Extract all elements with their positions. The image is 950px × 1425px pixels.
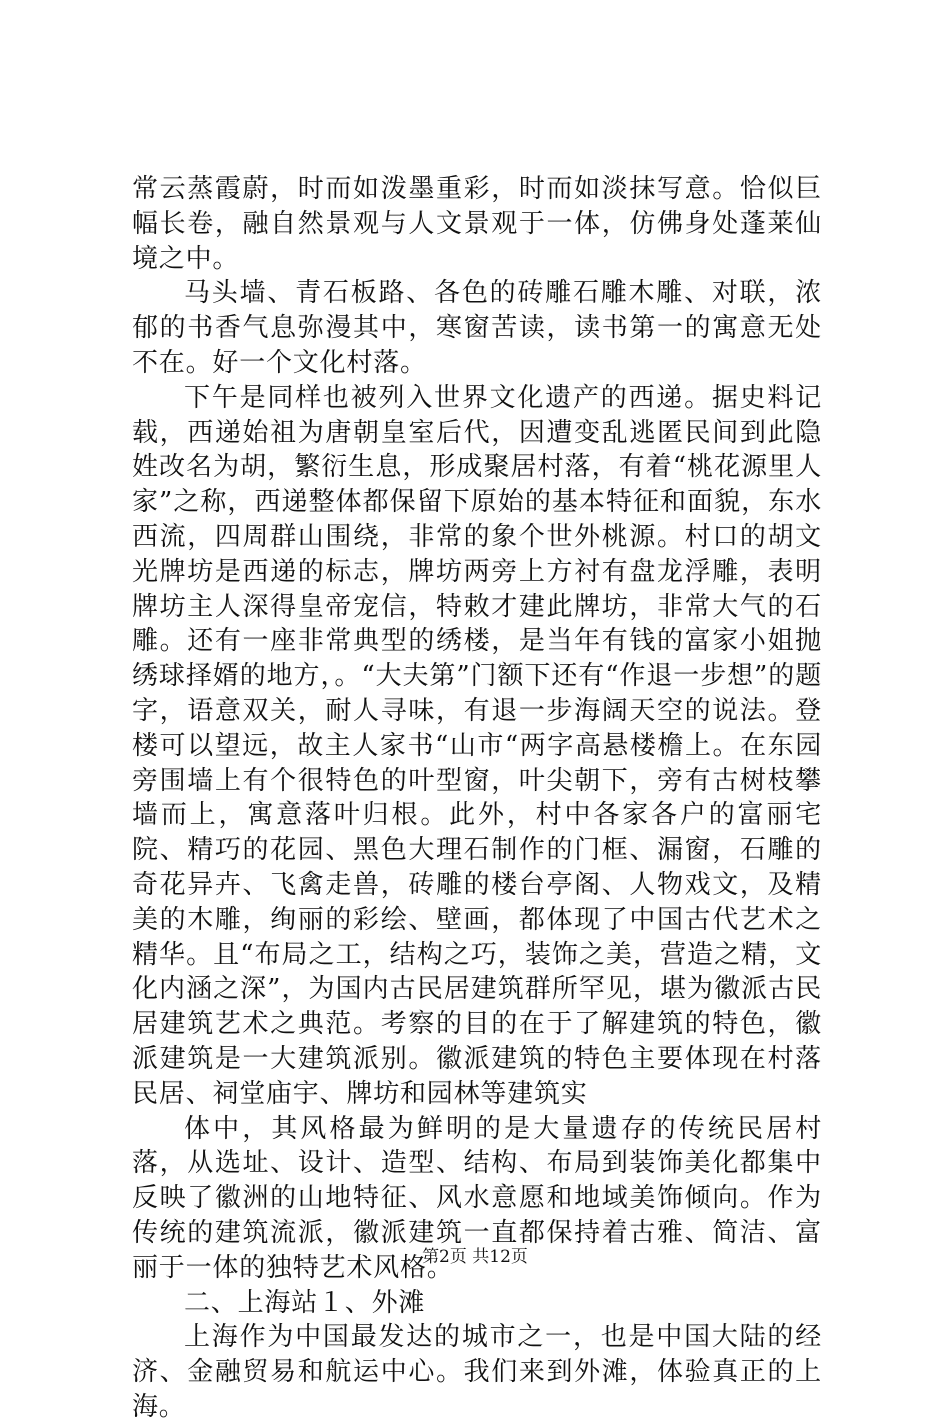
paragraph-1: 常云蒸霞蔚，时而如泼墨重彩，时而如淡抹写意。恰似巨幅长卷，融自然景观与人文景观于一体，仿佛身处蓬莱仙境之中。: [132, 174, 822, 274]
paragraph-2: 马头墙、青石板路、各色的砖雕石雕木雕、对联，浓郁的书香气息弥漫其中，寒窗苦读，读书第一的寓意无处不在。好一个文化村落。: [132, 278, 822, 378]
section-heading: 二、上海站１、外滩: [184, 1287, 426, 1318]
paragraph-3: 下午是同样也被列入世界文化遗产的西递。据史料记载，西递始祖为唐朝皇室后代，因遭变乱逃匿民间到此隐姓改名为胡，繁衍生息，形成聚居村落，有着“桃花源里人家”之称，西递整体都保留下原始的基本特征和面貌，东水西流，四周群山围绕，非常的象个世外桃源。村口的胡文光牌坊是西递的标志，牌坊两旁上方衬有盘龙浮雕，表明牌坊主人深得皇帝宠信，特敕才建此牌坊，非常大气的石雕。还有一座非常典型的绣楼，是当年有钱的富家小姐抛绣球择婿的地方，。“大夫第”门额下还有“作退一步想”的题字，语意双关，耐人寻味，有退一步海阔天空的说法。登楼可以望远，故主人家书“山市“两字高悬楼檐上。在东园旁围墙上有个很特色的叶型窗，叶尖朝下，旁有古树枝攀墙而上，寓意落叶归根。此外，村中各家各户的富丽宅院、精巧的花园、黑色大理石制作的门框、漏窗，石雕的奇花异卉、飞禽走兽，砖雕的楼台亭阁、人物戏文，及精美的木雕，绚丽的彩绘、壁画，都体现了中国古代艺术之精华。且“布局之工，结构之巧，装饰之美，营造之精，文化内涵之深”，为国内古民居建筑群所罕见，堪为徽派古民居建筑艺术之典范。考察的目的在于了解建筑的特色，徽派建筑是一大建筑派别。徽派建筑的特色主要体现在村落民居、祠堂庙宇、牌坊和园林等建筑实: [132, 382, 822, 1109]
paragraph-4: 体中，其风格最为鲜明的是大量遗存的传统民居村落，从选址、设计、造型、结构、布局到装饰美化都集中反映了徽洲的山地特征、风水意愿和地域美饰倾向。作为传统的建筑流派，徽派建筑一直都保持着古雅、简洁、富丽于一体的独特艺术风格。: [132, 1113, 822, 1283]
paragraph-5: 上海作为中国最发达的城市之一，也是中国大陆的经济、金融贸易和航运中心。我们来到外滩，体验真正的上海。: [132, 1322, 822, 1422]
document-body: [132, 172, 822, 1425]
page-footer: 第2页 共12页: [422, 1247, 528, 1267]
